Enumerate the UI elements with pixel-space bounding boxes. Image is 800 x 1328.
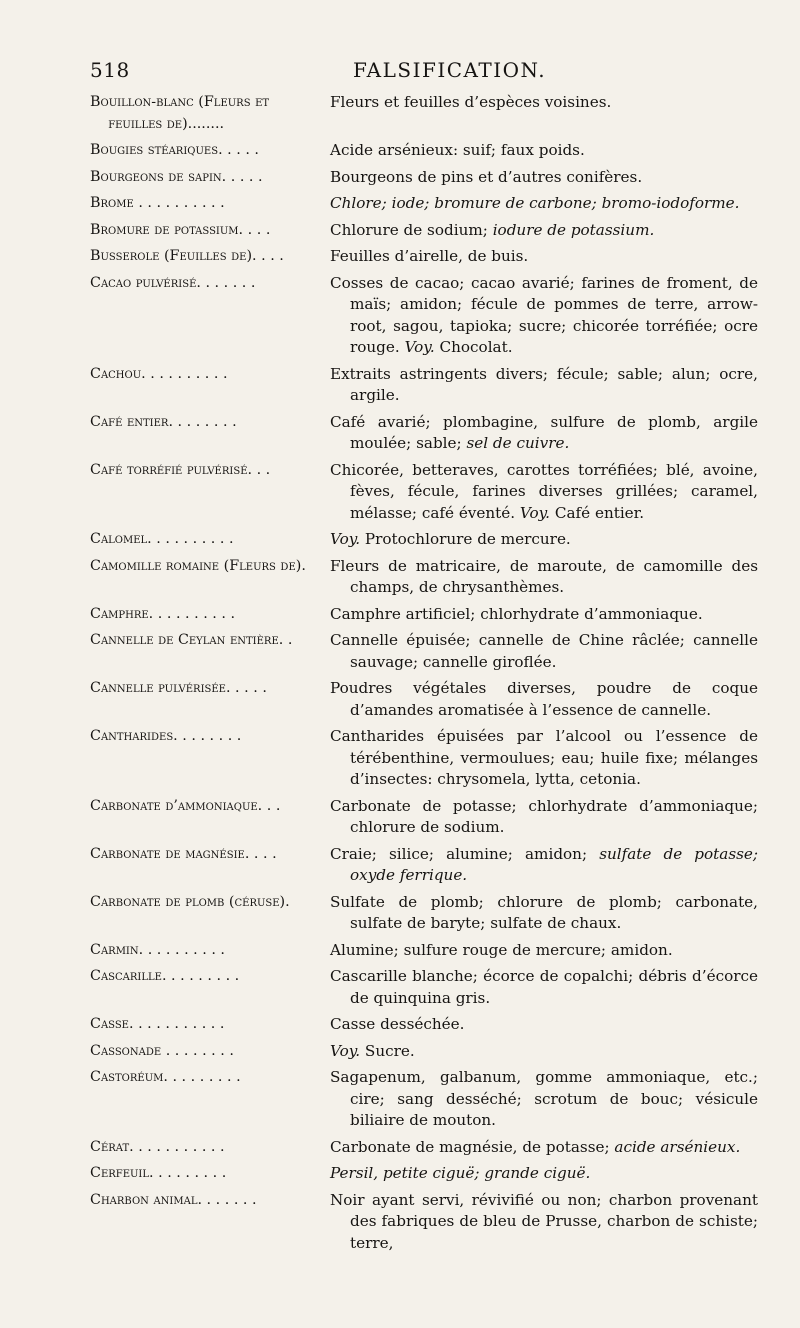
entry-row — [90, 844, 758, 887]
entry-term: Bougies stéariques. . . . . — [90, 142, 259, 158]
entry-term: Carmin. . . . . . . . . . — [90, 941, 225, 958]
entry-row — [90, 556, 758, 599]
entry-description — [330, 1137, 758, 1159]
entry-row — [90, 92, 758, 135]
text-segment: Café entier. — [550, 503, 645, 522]
italic-segment: Voy. — [519, 503, 551, 522]
text-segment: Chocolat. — [434, 338, 513, 356]
entry-term: Cannelle pulvérisée. . . . . — [90, 680, 267, 696]
text-segment: Extraits astringents divers; fécule; sable; alun; ocre, argile. — [330, 364, 758, 404]
text-segment: Sucre. — [360, 1041, 415, 1060]
entry-description — [330, 246, 758, 268]
text-segment: Sagapenum, galbanum, gomme ammoniaque, etc.; cire; sang desséché; scrotum de bouc; vésicule biliaire de mouton. — [330, 1068, 758, 1129]
entry-description — [330, 1190, 758, 1255]
entry-description — [330, 796, 758, 839]
text-segment: Camphre artificiel; chlorhydrate d’ammoniaque. — [330, 604, 703, 623]
entry-description — [330, 1163, 758, 1185]
entry-description — [330, 556, 758, 599]
entry-row — [90, 1137, 758, 1159]
entry-description — [330, 92, 758, 114]
entry-description — [330, 193, 758, 215]
entry-description — [330, 630, 758, 673]
entry-description — [330, 364, 758, 407]
entry-row — [90, 892, 758, 935]
text-segment: Fleurs et feuilles d’espèces voisines. — [330, 93, 612, 111]
entry-term: Charbon animal. . . . . . . — [90, 1191, 257, 1208]
entry-row — [90, 273, 758, 359]
entry-row — [90, 678, 758, 721]
entry-row — [90, 726, 758, 791]
text-segment: Carbonate de potasse; chlorhydrate d’ammoniaque; chlorure de sodium. — [330, 796, 758, 836]
entry-term: Café torréfié pulvérisé. . . — [90, 461, 271, 478]
entry-term: Calomel. . . . . . . . . . — [90, 531, 234, 547]
italic-segment: sel de cuivre. — [466, 434, 570, 452]
entry-term: Busserole (Feuilles de). . . . — [90, 248, 284, 264]
italic-segment: sulfate de potasse; oxyde ferrique. — [350, 844, 759, 884]
italic-segment: Chlore; iode; bromure de carbone; bromo-iodoforme. — [330, 194, 740, 212]
entry-description — [330, 726, 758, 791]
dictionary-entries — [90, 92, 758, 1259]
italic-segment: Persil, petite ciguë; grande ciguë. — [330, 1164, 591, 1182]
italic-segment: iodure de potassium. — [492, 220, 655, 239]
text-segment: Cannelle épuisée; cannelle de Chine râclée; cannelle sauvage; cannelle giroflée. — [330, 631, 758, 671]
text-segment: Chicorée, betteraves, carottes torréfiées; blé, avoine, fèves, fécule, farines diverses grillées; caramel, mélasse; café éventé. — [330, 460, 758, 522]
entry-row — [90, 1067, 758, 1132]
page-header — [90, 58, 758, 88]
italic-segment: Voy. — [330, 530, 361, 548]
running-title: FALSIFICATION. — [353, 58, 547, 82]
entry-description — [330, 678, 758, 721]
entry-row — [90, 966, 758, 1009]
text-segment: Protochlorure de mercure. — [360, 530, 571, 548]
text-segment: Cascarille blanche; écorce de copalchi; débris d’écorce de quinquina gris. — [330, 967, 758, 1007]
entry-description — [330, 1041, 758, 1063]
text-segment: Bourgeons de pins et d’autres conifères. — [330, 167, 643, 186]
entry-row — [90, 246, 758, 268]
entry-row — [90, 630, 758, 673]
entry-term: Camomille romaine (Fleurs de). — [90, 557, 306, 574]
entry-description — [330, 604, 758, 626]
entry-term: Cerfeuil. . . . . . . . . — [90, 1165, 227, 1181]
entry-term: Cacao pulvérisé. . . . . . . — [90, 274, 256, 291]
entry-term: Carbonate de magnésie. . . . — [90, 845, 277, 862]
text-segment: Chlorure de sodium; — [330, 220, 493, 239]
entry-term: Castoréum. . . . . . . . . — [90, 1069, 241, 1085]
entry-description — [330, 1067, 758, 1132]
entry-row — [90, 1190, 758, 1255]
italic-segment: Voy. — [404, 338, 435, 356]
text-segment: Craie; silice; alumine; amidon; — [330, 844, 600, 863]
italic-segment: Voy. — [330, 1041, 361, 1060]
entry-term: Cantharides. . . . . . . . — [90, 728, 242, 744]
text-segment: Noir ayant servi, révivifié ou non; charbon provenant des fabriques de bleu de Prusse, charbon de schiste; terre, — [330, 1190, 758, 1252]
entry-row — [90, 604, 758, 626]
entry-description — [330, 460, 758, 525]
entry-term: Bromure de potassium. . . . — [90, 221, 271, 238]
entry-term: Casse. . . . . . . . . . . — [90, 1016, 225, 1032]
entry-row — [90, 460, 758, 525]
text-segment: Café avarié; plombagine, sulfure de plomb, argile moulée; sable; — [330, 412, 758, 452]
text-segment: Cantharides épuisées par l’alcool ou l’essence de térébenthine, vermoulues; eau; huile fixe; mélanges d’insectes: chrysomela, lytta, cetonia. — [330, 727, 758, 788]
entry-row — [90, 412, 758, 455]
entry-description — [330, 844, 758, 887]
text-segment: Poudres végétales diverses, poudre de coque d’amandes aromatisée à l’essence de cannelle. — [330, 679, 758, 719]
text-segment: Sulfate de plomb; chlorure de plomb; carbonate, sulfate de baryte; sulfate de chaux. — [330, 892, 758, 932]
entry-term: Cérat. . . . . . . . . . . — [90, 1138, 225, 1155]
entry-term: Camphre. . . . . . . . . . — [90, 605, 236, 622]
text-segment: Cosses de cacao; cacao avarié; farines de froment, de maïs; amidon; fécule de pommes de terre, arrow-root, sagou, tapioka; sucre; chicorée torréfiée; ocre rouge. — [330, 273, 758, 356]
text-segment: Casse desséchée. — [330, 1015, 465, 1033]
entry-term: Carbonate de plomb (céruse). — [90, 893, 290, 910]
text-segment: Fleurs de matricaire, de maroute, de camomille des champs, de chrysanthèmes. — [330, 556, 758, 596]
entry-description — [330, 529, 758, 551]
entry-row — [90, 220, 758, 242]
entry-description — [330, 140, 758, 162]
entry-description — [330, 966, 758, 1009]
entry-description — [330, 1014, 758, 1036]
text-segment: Feuilles d’airelle, de buis. — [330, 247, 529, 265]
italic-segment: acide arsénieux. — [614, 1137, 741, 1156]
entry-description — [330, 940, 758, 962]
entry-term: Cassonade . . . . . . . . — [90, 1042, 234, 1059]
entry-description — [330, 892, 758, 935]
text-segment: Carbonate de magnésie, de potasse; — [330, 1137, 615, 1156]
entry-row — [90, 364, 758, 407]
entry-term: Bourgeons de sapin. . . . . — [90, 168, 263, 185]
entry-row — [90, 796, 758, 839]
entry-term: Cannelle de Ceylan entière. . — [90, 632, 293, 648]
entry-term: Cachou. . . . . . . . . . — [90, 365, 228, 382]
entry-term: Cascarille. . . . . . . . . — [90, 968, 240, 984]
entry-row — [90, 167, 758, 189]
entry-row — [90, 529, 758, 551]
entry-term: Bouillon-blanc (Fleurs et feuilles de)........ — [90, 94, 270, 132]
entry-description — [330, 220, 758, 242]
entry-description — [330, 412, 758, 455]
text-segment: Alumine; sulfure rouge de mercure; amidon. — [330, 940, 673, 959]
entry-row — [90, 1041, 758, 1063]
entry-row — [90, 193, 758, 215]
entry-row — [90, 1014, 758, 1036]
entry-term: Café entier. . . . . . . . — [90, 413, 237, 430]
entry-description — [330, 273, 758, 359]
entry-term: Carbonate d’ammoniaque. . . — [90, 797, 281, 814]
entry-description — [330, 167, 758, 189]
entry-row — [90, 940, 758, 962]
entry-row — [90, 1163, 758, 1185]
entry-term: Brome . . . . . . . . . . — [90, 195, 225, 211]
page-number: 518 — [90, 58, 130, 82]
text-segment: Acide arsénieux: suif; faux poids. — [330, 141, 585, 159]
entry-row — [90, 140, 758, 162]
